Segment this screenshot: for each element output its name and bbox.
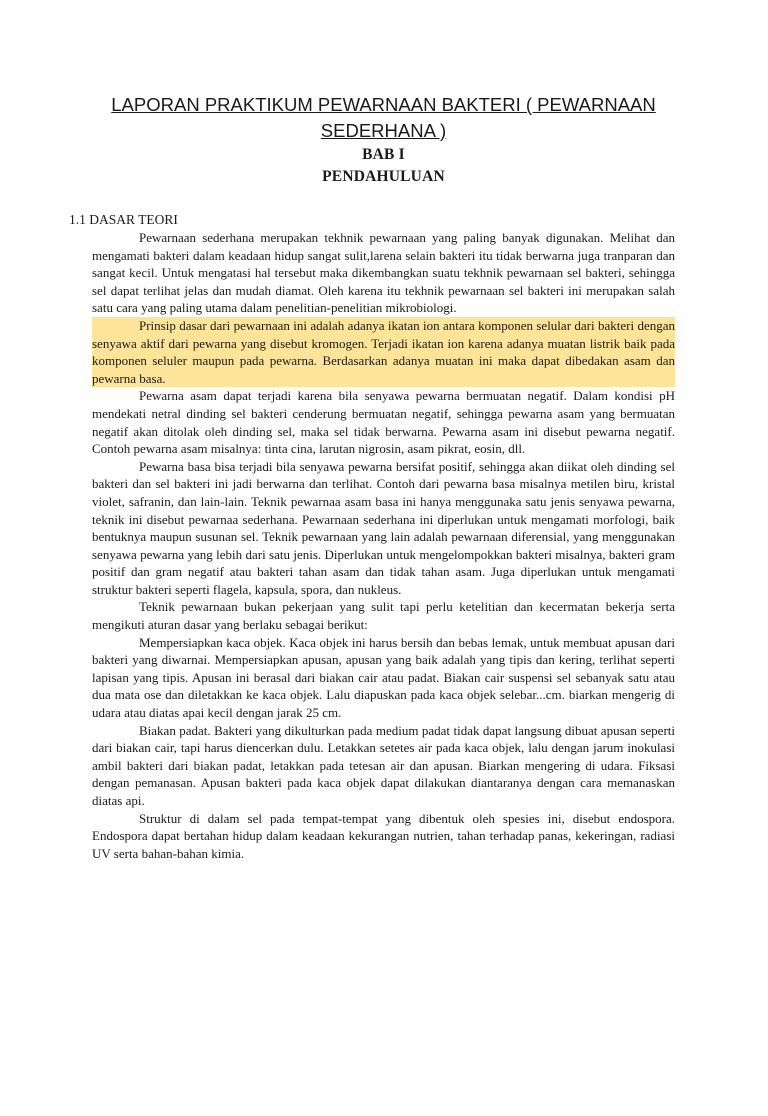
document-title: LAPORAN PRAKTIKUM PEWARNAAN BAKTERI ( PEWARNAAN SEDERHANA ) (111, 94, 656, 141)
paragraph-4: Pewarna basa bisa terjadi bila senyawa pewarna bersifat positif, sehingga akan diikat oleh dinding sel bakteri dan sel bakteri ini jadi berwarna dan terlihat. Contoh dari pewarna basa misalnya metilen biru, kristal violet, safranin, dan lain-lain. Teknik pewarnaa asam basa ini hanya menggunaka satu jenis senyawa pewarna, teknik ini disebut pewarnaa sederhana. Pewarnaan sederhana ini diperlukan untuk mengamati morfologi, baik bentuknya maupun susunan sel. Teknik pewarnaan yang lain adalah pewarnaan diferensial, yang menggunakan senyawa pewarna yang lebih dari satu jenis. Diperlukan untuk mengelompokkan bakteri misalnya, bakteri gram positif dan gram negatif atau bakteri tahan asam dan tidak tahan asam. Juga diperlukan untuk mengamati struktur bakteri seperti flagela, kapsula, spora, dan nukleus. (92, 458, 675, 597)
paragraph-5: Teknik pewarnaan bukan pekerjaan yang sulit tapi perlu ketelitian dan kecermatan bekerja serta mengikuti aturan dasar yang berlaku sebagai berikut: (92, 599, 675, 633)
paragraph-8: Struktur di dalam sel pada tempat-tempat yang dibentuk oleh spesies ini, disebut endospora. Endospora dapat bertahan hidup dalam keadaan kekurangan nutrien, tahan terhadap panas, kekeringan, radiasi UV serta bahan-bahan kimia. (92, 810, 675, 861)
chapter-number: BAB I (362, 146, 405, 163)
chapter-title: PENDAHULUAN (322, 168, 445, 185)
paragraph-6: Mempersiapkan kaca objek. Kaca objek ini harus bersih dan bebas lemak, untuk membuat apusan dari bakteri yang diwarnai. Mempersiapkan apusan, apusan yang baik adalah yang tipis dan kering, terlihat seperti lapisan yang tipis. Apusan ini berasal dari biakan cair atau padat. Biakan cair suspensi sel sebanyak satu atau dua mata ose dan diletakkan ke kaca objek. Lalu diapuskan pada kaca objek selebar...cm. biarkan mengerig di udara atau diatas apai kecil dengan jarak 25 cm. (92, 634, 675, 721)
paragraph-3: Pewarna asam dapat terjadi karena bila senyawa pewarna bermuatan negatif. Dalam kondisi pH mendekati netral dinding sel bakteri cenderung bermuatan negatif, sehingga pewarna asam yang bermuatan negatif akan ditolak oleh dinding sel, maka sel tidak berwarna. Pewarna asam ini disebut pewarna negatif. Contoh pewarna asam misalnya: tinta cina, larutan nigrosin, asam pikrat, eosin, dll. (92, 388, 675, 457)
document-page (0, 92, 768, 1116)
paragraph-7: Biakan padat. Bakteri yang dikulturkan pada medium padat tidak dapat langsung dibuat apusan seperti dari biakan cair, tapi harus diencerkan dulu. Letakkan setetes air pada kaca objek, lalu dengan jarum inokulasi ambil bakteri dari biakan padat, letakkan pada tetesan air dan apusan. Biarkan mengering di udara. Fiksasi dengan pemanasan. Apusan bakteri pada kaca objek dapat dilakukan diantaranya dengan cara memanaskan diatas api. (92, 722, 675, 808)
section-heading: 1.1 DASAR TEORI (69, 212, 178, 227)
paragraph-2-highlighted: Prinsip dasar dari pewarnaan ini adalah adanya ikatan ion antara komponen selular dari bakteri dengan senyawa aktif dari pewarna yang disebut kromogen. Terjadi ikatan ion karena adanya muatan listrik baik pada komponen seluler maupun pada pewarna. Berdasarkan adanya muatan ini maka dapat dibedakan asam dan pewarna basa. (92, 317, 675, 386)
body-text (92, 229, 675, 862)
paragraph-1: Pewarnaan sederhana merupakan tekhnik pewarnaan yang paling banyak digunakan. Melihat dan mengamati bakteri dalam keadaan hidup sangat sulit,larena selain bakteri itu tidak berwarna juga tranparan dan sangat kecil. Untuk mengatasi hal tersebut maka dikembangkan suatu tekhnik pewarnaan sel bakteri, sehingga sel dapat terlihat jelas dan mudah diamat. Oleh karena itu tekhnik pewarnaan sel bakteri ini merupakan salah satu cara yang paling utama dalam penelitian-penelitian mikrobiologi. (92, 230, 675, 316)
